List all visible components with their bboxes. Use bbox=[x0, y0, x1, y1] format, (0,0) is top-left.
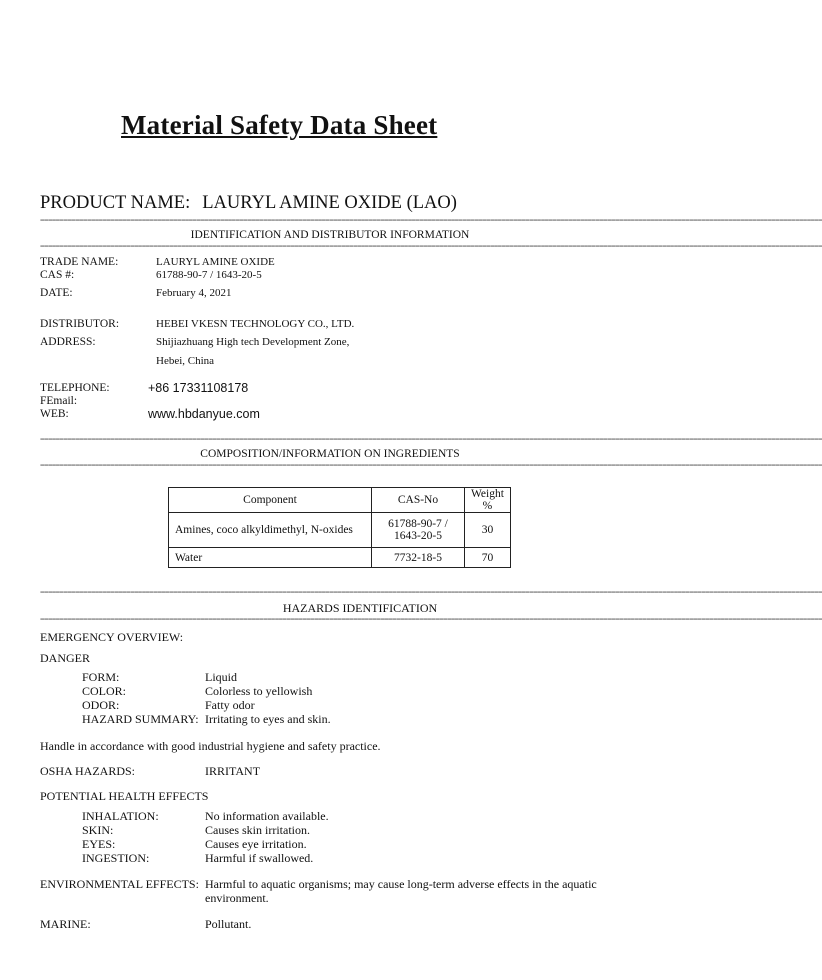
inhalation-label: INHALATION: bbox=[82, 809, 159, 823]
separator-rule: ======================================================================================================================================================================================================== bbox=[40, 615, 822, 624]
odor-label: ODOR: bbox=[82, 698, 120, 712]
inhalation-value: No information available. bbox=[205, 809, 329, 823]
hazard-summary-label: HAZARD SUMMARY: bbox=[82, 712, 199, 726]
form-label: FORM: bbox=[82, 670, 120, 684]
odor-value: Fatty odor bbox=[205, 698, 255, 712]
column-header-cas: CAS-No bbox=[372, 488, 465, 513]
document-title: Material Safety Data Sheet bbox=[121, 110, 438, 140]
distributor-label: DISTRIBUTOR: bbox=[40, 318, 120, 330]
web-link[interactable]: www.hbdanyue.com bbox=[148, 407, 260, 421]
skin-value: Causes skin irritation. bbox=[205, 823, 310, 837]
cell-weight: 30 bbox=[465, 513, 511, 548]
composition-table bbox=[168, 487, 511, 568]
cell-component: Water bbox=[169, 548, 372, 568]
section-title-identification: IDENTIFICATION AND DISTRIBUTOR INFORMATION bbox=[190, 229, 470, 241]
address-line-1: Shijiazhuang High tech Development Zone, bbox=[156, 336, 350, 348]
separator-rule: ======================================================================================================================================================================================================== bbox=[40, 461, 822, 470]
address-label: ADDRESS: bbox=[40, 336, 96, 348]
ingestion-value: Harmful if swallowed. bbox=[205, 851, 314, 865]
skin-label: SKIN: bbox=[82, 823, 114, 837]
email-label: FEmail: bbox=[40, 395, 78, 407]
cell-component: Amines, coco alkyldimethyl, N-oxides bbox=[169, 513, 372, 548]
separator-rule: ======================================================================================================================================================================================================== bbox=[40, 242, 822, 251]
cas-line-1: 61788-90-7 / bbox=[388, 518, 448, 530]
color-value: Colorless to yellowish bbox=[205, 684, 313, 698]
telephone-label: TELEPHONE: bbox=[40, 382, 110, 394]
potential-health-heading: POTENTIAL HEALTH EFFECTS bbox=[40, 789, 209, 803]
product-name-label: PRODUCT NAME: bbox=[40, 193, 191, 213]
table-row bbox=[169, 548, 511, 568]
cas-value: 61788-90-7 / 1643-20-5 bbox=[156, 269, 262, 281]
section-title-hazards: HAZARDS IDENTIFICATION bbox=[282, 601, 438, 615]
danger-heading: DANGER bbox=[40, 651, 90, 665]
section-title-composition: COMPOSITION/INFORMATION ON INGREDIENTS bbox=[200, 448, 460, 460]
marine-value: Pollutant. bbox=[205, 917, 252, 931]
web-label: WEB: bbox=[40, 408, 69, 420]
osha-hazards-value: IRRITANT bbox=[205, 764, 261, 778]
column-header-component: Component bbox=[169, 488, 372, 513]
emergency-overview-heading: EMERGENCY OVERVIEW: bbox=[40, 630, 184, 644]
telephone-value: +86 17331108178 bbox=[148, 381, 249, 395]
cell-cas bbox=[372, 513, 465, 548]
separator-rule: ======================================================================================================================================================================================================== bbox=[40, 435, 822, 444]
separator-rule: ======================================================================================================================================================================================================== bbox=[40, 216, 822, 225]
cas-line-2: 1643-20-5 bbox=[394, 530, 442, 542]
environmental-effects-label: ENVIRONMENTAL EFFECTS: bbox=[40, 877, 199, 891]
osha-hazards-label: OSHA HAZARDS: bbox=[40, 764, 136, 778]
separator-rule: ======================================================================================================================================================================================================== bbox=[40, 588, 822, 597]
marine-label: MARINE: bbox=[40, 917, 91, 931]
date-value: February 4, 2021 bbox=[156, 287, 232, 299]
column-header-weight: Weight % bbox=[465, 488, 511, 513]
color-label: COLOR: bbox=[82, 684, 127, 698]
trade-name-label: TRADE NAME: bbox=[40, 256, 119, 268]
table-header-row bbox=[169, 488, 511, 513]
ingestion-label: INGESTION: bbox=[82, 851, 150, 865]
hazard-summary-value: Irritating to eyes and skin. bbox=[205, 712, 331, 726]
distributor-value: HEBEI VKESN TECHNOLOGY CO., LTD. bbox=[156, 318, 355, 330]
cell-cas: 7732-18-5 bbox=[372, 548, 465, 568]
cas-label: CAS #: bbox=[40, 269, 75, 281]
trade-name-value: LAURYL AMINE OXIDE bbox=[156, 256, 275, 268]
eyes-label: EYES: bbox=[82, 837, 116, 851]
environmental-effects-line-2: environment. bbox=[205, 891, 269, 905]
form-value: Liquid bbox=[205, 670, 237, 684]
table-row bbox=[169, 513, 511, 548]
cell-weight: 70 bbox=[465, 548, 511, 568]
handling-note: Handle in accordance with good industrial hygiene and safety practice. bbox=[40, 739, 381, 753]
product-name-line bbox=[40, 193, 457, 214]
address-line-2: Hebei, China bbox=[156, 355, 215, 367]
environmental-effects-line-1: Harmful to aquatic organisms; may cause long-term adverse effects in the aquatic bbox=[205, 877, 597, 891]
eyes-value: Causes eye irritation. bbox=[205, 837, 307, 851]
product-name-value: LAURYL AMINE OXIDE (LAO) bbox=[202, 193, 457, 213]
date-label: DATE: bbox=[40, 287, 73, 299]
